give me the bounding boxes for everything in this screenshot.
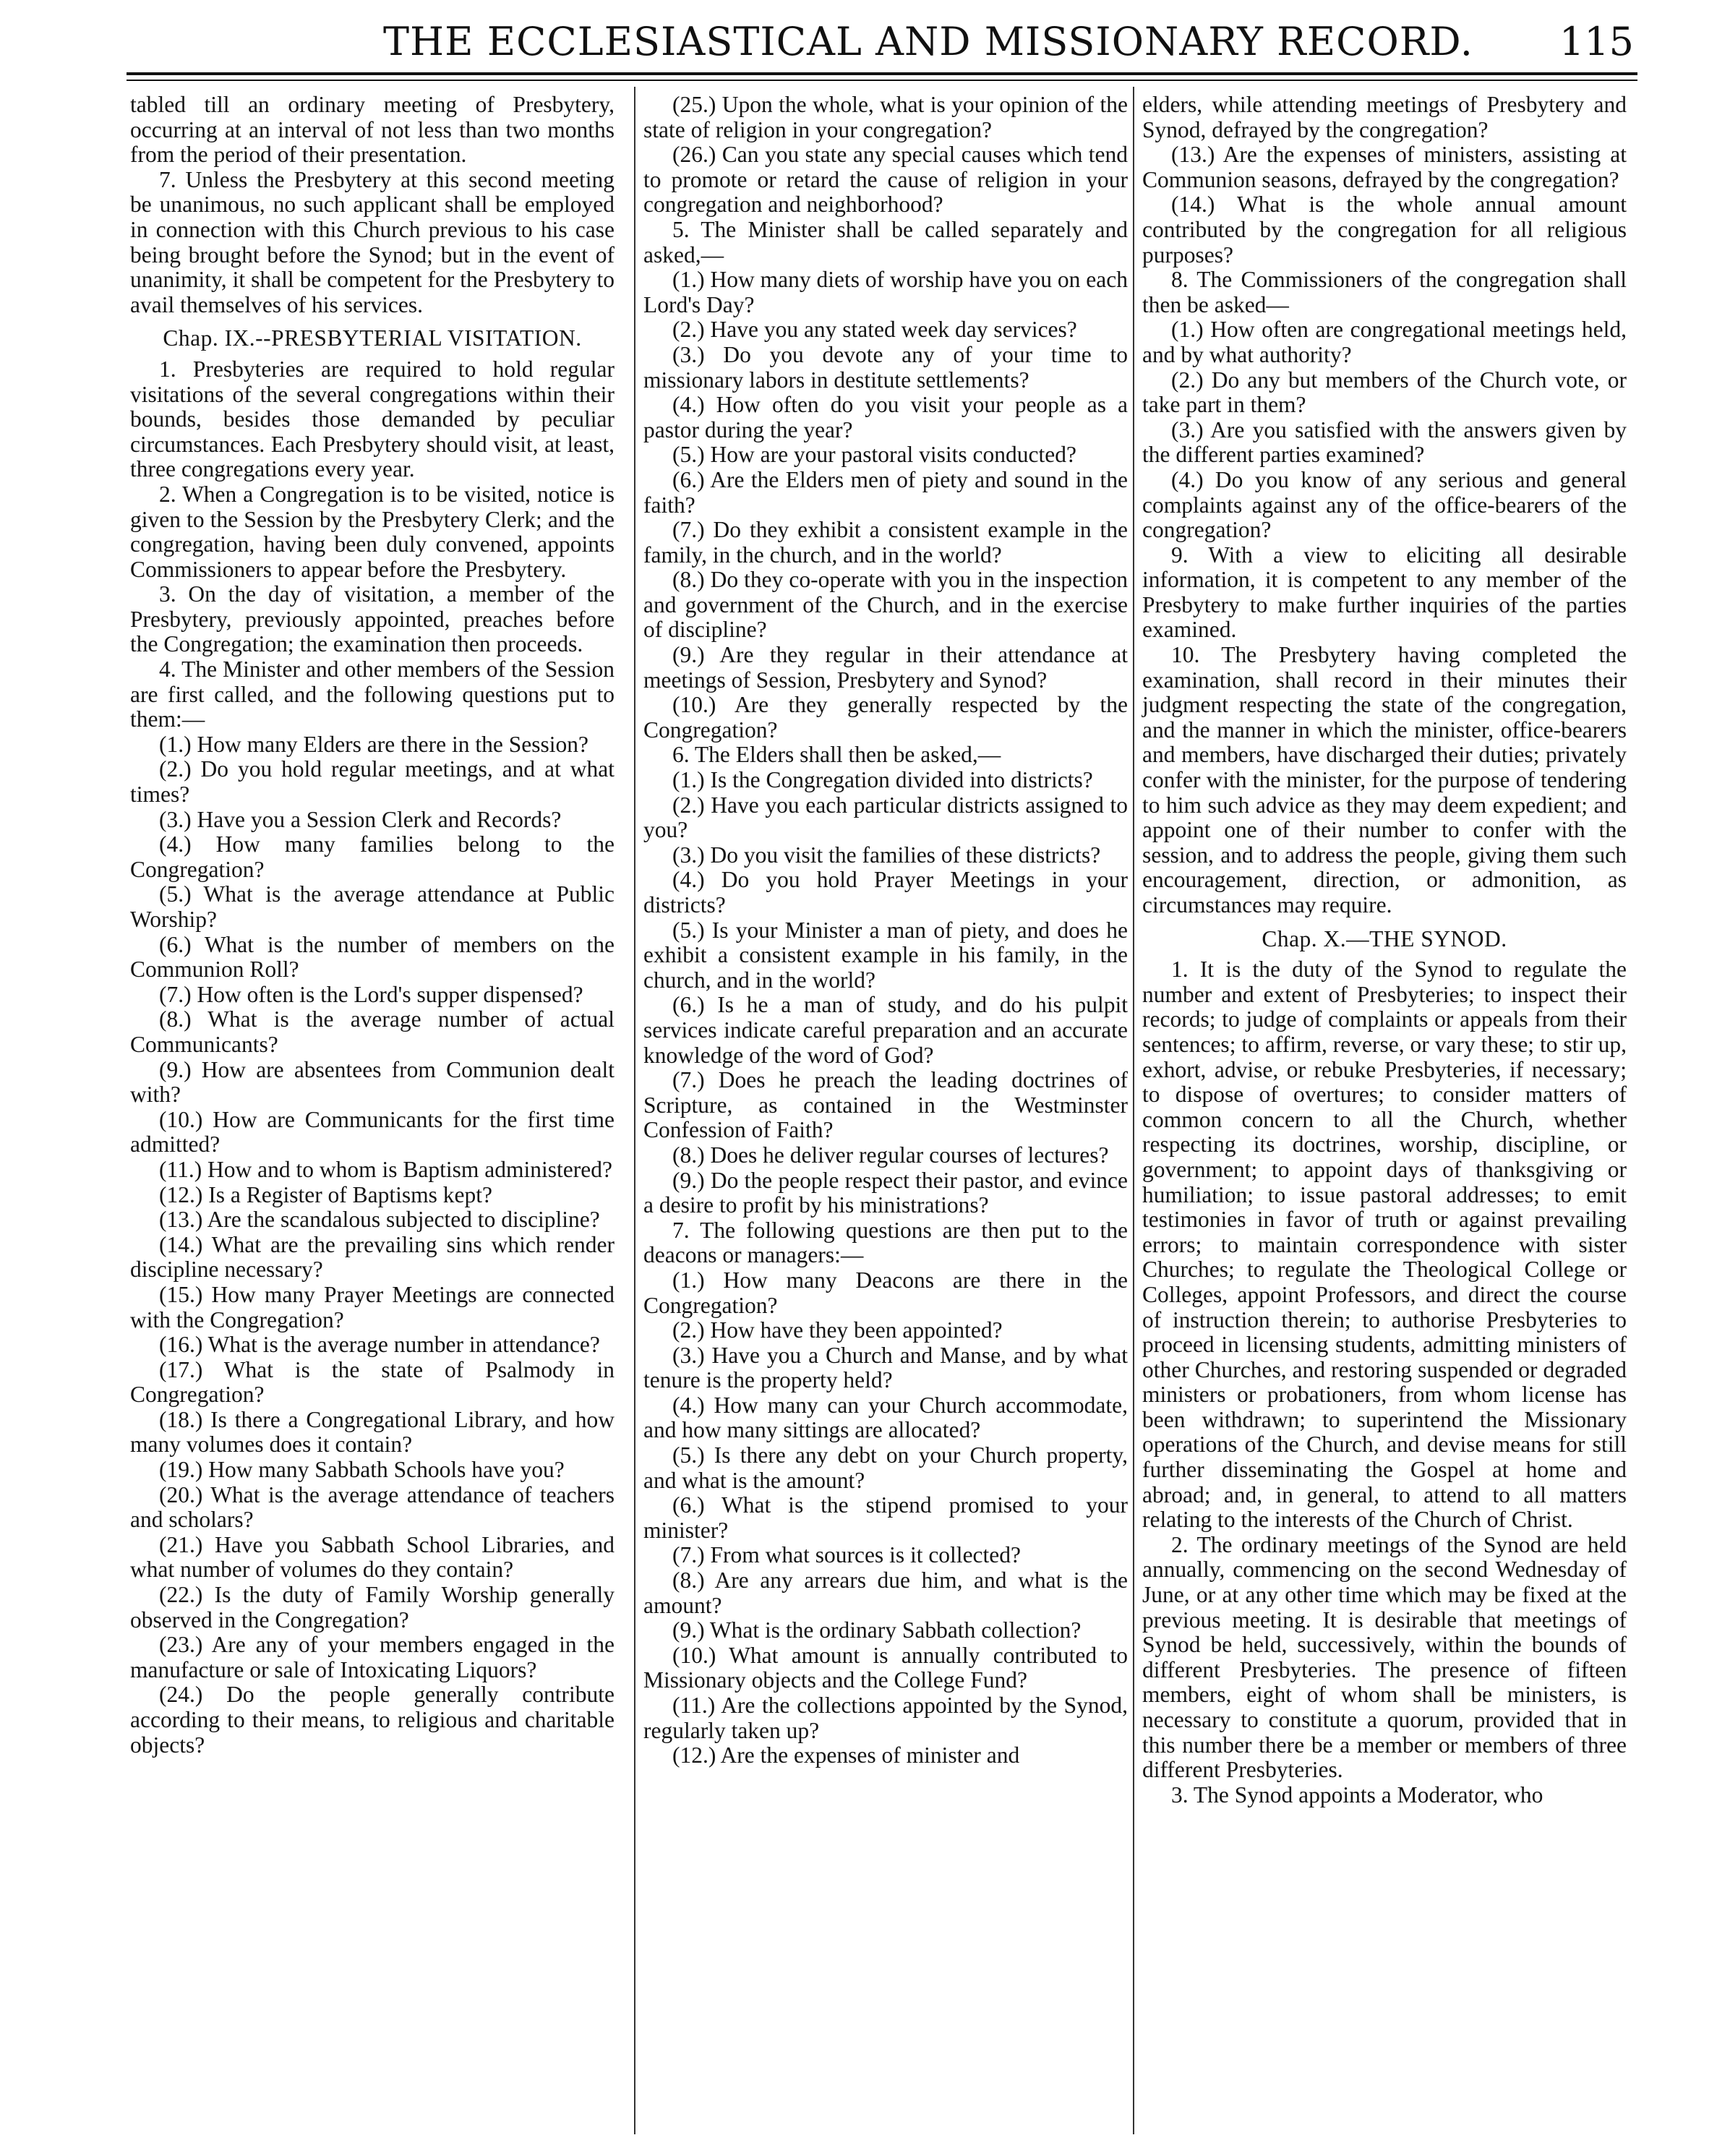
paragraph: 5. The Minister shall be called separately and asked,— [643, 216, 1128, 268]
question: (2.) Do any but members of the Church vote, or take part in them? [1142, 367, 1627, 418]
header-rule-thin [127, 80, 1637, 81]
question: (16.) What is the average number in attendance? [159, 1332, 600, 1358]
page-number: 115 [1559, 19, 1634, 64]
question: (3.) Do you visit the families of these districts? [672, 842, 1101, 868]
question: (1.) How many diets of worship have you on each Lord's Day? [643, 267, 1128, 317]
question: (2.) Have you any stated week day services? [672, 317, 1077, 343]
question: (20.) What is the average attendance of teachers and scholars? [130, 1481, 615, 1533]
question: (4.) Do you know of any serious and general complaints against any of the office-bearers of the congregation? [1142, 466, 1627, 543]
question: (3.) Do you devote any of your time to missionary labors in destitute settlements? [643, 341, 1128, 393]
question: (10.) What amount is annually contributed to Missionary objects and the College Fund? [643, 1642, 1128, 1693]
question: (26.) Can you state any special causes which tend to promote or retard the cause of religion in your congregation and neighborhood? [643, 142, 1128, 218]
question: (25.) Upon the whole, what is your opinion of the state of religion in your congregation? [643, 92, 1128, 142]
question: (15.) How many Prayer Meetings are connected with the Congregation? [130, 1281, 615, 1332]
question: (8.) Does he deliver regular courses of lectures? [672, 1142, 1109, 1168]
question: (14.) What is the whole annual amount contributed by the congregation for all religious purposes? [1142, 192, 1627, 268]
question: (9.) Are they regular in their attendance at meetings of Session, Presbytery and Synod? [643, 642, 1128, 693]
paragraph: elders, while attending meetings of Presbytery and Synod, defrayed by the congregation? [1142, 92, 1627, 142]
question: (1.) Is the Congregation divided into districts? [672, 767, 1093, 793]
question: (10.) How are Communicants for the first time admitted? [130, 1106, 615, 1158]
question: (5.) What is the average attendance at Public Worship? [130, 881, 615, 932]
paragraph: 7. The following questions are then put to the deacons or managers:— [643, 1217, 1128, 1268]
paragraph: 8. The Commissioners of the congregation shall then be asked— [1142, 267, 1627, 317]
question: (5.) Is there any debt on your Church property, and what is the amount? [643, 1442, 1128, 1493]
question: (5.) How are your pastoral visits conducted? [672, 442, 1076, 468]
question: (3.) Are you satisfied with the answers given by the different parties examined? [1142, 416, 1627, 468]
question: (23.) Are any of your members engaged in the manufacture or sale of Intoxicating Liquors? [130, 1632, 615, 1682]
paragraph: 9. With a view to eliciting all desirable information, it is competent to any member of the Presbytery to make further inquiries of the parties examined. [1142, 542, 1627, 643]
question: (9.) What is the ordinary Sabbath collection? [672, 1617, 1082, 1643]
paragraph: 1. Presbyteries are required to hold regular visitations of the several congregations within their bounds, besides those demanded by peculiar circumstances. Each Presbytery should visit, at least, three congregations every year. [130, 356, 615, 482]
question: (3.) Have you a Session Clerk and Records? [159, 806, 562, 832]
question: (14.) What are the prevailing sins which render discipline necessary? [130, 1231, 615, 1283]
paragraph: 1. It is the duty of the Synod to regulate the number and extent of Presbyteries; to inspect their records; to judge of complaints or appeals from their sentences; to affirm, reverse, or vary these; to stir up, exhort, advise, or rebuke Presbyteries, if necessary; to dispose of overtures; to consider matters of common concern to all the Church, whether respecting its doctrines, worship, discipline, or government; to appoint days of thanksgiving or humiliation; to issue pastoral addresses; to emit testimonies in favor of truth or against prevailing errors; to maintain correspondence with sister Churches; to regulate the Theological College or Colleges, appoint Professors, and direct the course of instruction therein; to authorise Presbyteries to proceed in licensing students, admitting ministers of other Churches, and restoring suspended or degraded ministers or probationers, from whom license has been withdrawn; to superintend the Missionary operations of the Church, and devise means for still further disseminating the Gospel at home and abroad; and, in general, to attend to all matters relating to the interests of the Church of Christ. [1142, 957, 1627, 1533]
question: (5.) Is your Minister a man of piety, and does he exhibit a consistent example in his family, in the church, and in the world? [643, 917, 1128, 993]
question: (24.) Do the people generally contribute according to their means, to religious and charitable objects? [130, 1682, 615, 1758]
header-rule-thick [127, 72, 1637, 75]
question: (6.) Is he a man of study, and do his pulpit services indicate careful preparation and an accurate knowledge of the word of God? [643, 992, 1128, 1068]
paragraph: 7. Unless the Presbytery at this second meeting be unanimous, no such applicant shall be employed in connection with this Church previous to his case being brought before the Synod; but in the event of unanimity, it shall be competent for the Presbytery to avail themselves of his services. [130, 166, 615, 317]
column-divider-left [634, 87, 635, 2134]
question: (1.) How many Elders are there in the Session? [159, 731, 588, 757]
chapter-heading: Chap. IX.--PRESBYTERIAL VISITATION. [163, 325, 582, 351]
paragraph: 4. The Minister and other members of the Session are first called, and the following questions put to them:— [130, 656, 615, 732]
question: (6.) What is the stipend promised to your minister? [643, 1492, 1128, 1543]
question: (11.) Are the collections appointed by the Synod, regularly taken up? [643, 1693, 1128, 1743]
column-right [1142, 93, 1627, 1808]
question: (4.) How many can your Church accommodate, and how many sittings are allocated? [643, 1392, 1128, 1443]
question: (4.) How many families belong to the Congregation? [130, 831, 615, 882]
paragraph: 2. When a Congregation is to be visited, notice is given to the Session by the Presbytery Clerk; and the congregation, having been duly convened, appoints Commissioners to appear before the Presbytery. [130, 481, 615, 582]
question: (3.) Have you a Church and Manse, and by what tenure is the property held? [643, 1342, 1128, 1393]
question: (9.) Do the people respect their pastor, and evince a desire to profit by his ministrations? [643, 1167, 1128, 1218]
question: (4.) Do you hold Prayer Meetings in your districts? [643, 867, 1128, 917]
question: (9.) How are absentees from Communion dealt with? [130, 1056, 615, 1108]
question: (7.) How often is the Lord's supper dispensed? [159, 981, 583, 1007]
question: (13.) Are the scandalous subjected to discipline? [159, 1207, 600, 1233]
question: (7.) From what sources is it collected? [672, 1542, 1021, 1568]
column-left [130, 93, 615, 1758]
page-header [123, 19, 1634, 69]
question: (12.) Is a Register of Baptisms kept? [159, 1181, 493, 1207]
question: (6.) Are the Elders men of piety and sound in the faith? [643, 466, 1128, 518]
question: (21.) Have you Sabbath School Libraries, and what number of volumes do they contain? [130, 1531, 615, 1583]
question: (12.) Are the expenses of minister and [672, 1742, 1020, 1768]
question: (2.) How have they been appointed? [672, 1317, 1003, 1343]
running-title: THE ECCLESIASTICAL AND MISSIONARY RECORD. [383, 19, 1473, 64]
paragraph: tabled till an ordinary meeting of Presbytery, occurring at an interval of not less than two months from the period of their presentation. [130, 92, 615, 168]
question: (11.) How and to whom is Baptism administered? [159, 1156, 612, 1182]
column-divider-right [1133, 87, 1134, 2134]
question: (7.) Does he preach the leading doctrines of Scripture, as contained in the Westminster Confession of Faith? [643, 1067, 1128, 1143]
question: (17.) What is the state of Psalmody in Congregation? [130, 1356, 615, 1408]
question: (2.) Do you hold regular meetings, and at what times? [130, 756, 615, 808]
question: (6.) What is the number of members on the Communion Roll? [130, 931, 615, 983]
question: (8.) What is the average number of actual Communicants? [130, 1006, 615, 1057]
question: (10.) Are they generally respected by the Congregation? [643, 692, 1128, 743]
question: (8.) Do they co-operate with you in the inspection and government of the Church, and in the exercise of discipline? [643, 567, 1128, 643]
question: (2.) Have you each particular districts assigned to you? [643, 792, 1128, 843]
paragraph: 3. The Synod appoints a Moderator, who [1171, 1781, 1543, 1808]
paragraph: 3. On the day of visitation, a member of the Presbytery, previously appointed, preaches before the Congregation; the examination then proceeds. [130, 581, 615, 657]
paragraph: 10. The Presbytery having completed the examination, shall record in their minutes their judgment respecting the state of the congregation, and the manner in which the minister, office-bearers and members, have discharged their duties; privately confer with the minister, for the purpose of tendering to him such advice as they may deem expedient; and appoint one of their number to confer with the session, and to address the people, giving them such encouragement, direction, or admonition, as circumstances may require. [1142, 642, 1627, 917]
question: (7.) Do they exhibit a consistent example in the family, in the church, and in the world? [643, 517, 1128, 568]
question: (1.) How many Deacons are there in the Congregation? [643, 1267, 1128, 1318]
question: (8.) Are any arrears due him, and what is the amount? [643, 1567, 1128, 1618]
paragraph: 6. The Elders shall then be asked,— [672, 742, 1001, 768]
question: (22.) Is the duty of Family Worship generally observed in the Congregation? [130, 1582, 615, 1633]
question: (4.) How often do you visit your people as a pastor during the year? [643, 392, 1128, 442]
question: (13.) Are the expenses of ministers, assisting at Communion seasons, defrayed by the congregation? [1142, 142, 1627, 192]
question: (1.) How often are congregational meetings held, and by what authority? [1142, 317, 1627, 367]
chapter-heading: Chap. X.—THE SYNOD. [1262, 925, 1507, 951]
column-middle [643, 93, 1128, 1768]
question: (18.) Is there a Congregational Library, and how many volumes does it contain? [130, 1406, 615, 1458]
question: (19.) How many Sabbath Schools have you? [159, 1457, 565, 1483]
paragraph: 2. The ordinary meetings of the Synod are held annually, commencing on the second Wednesday of June, or at any other time which may be fixed at the previous meeting. It is desirable that meetings of Synod be held, successively, within the bounds of different Presbyteries. The presence of fifteen members, eight of whom shall be ministers, is necessary to constitute a quorum, provided that in this number there be a member or members of three different Presbyteries. [1142, 1531, 1627, 1783]
